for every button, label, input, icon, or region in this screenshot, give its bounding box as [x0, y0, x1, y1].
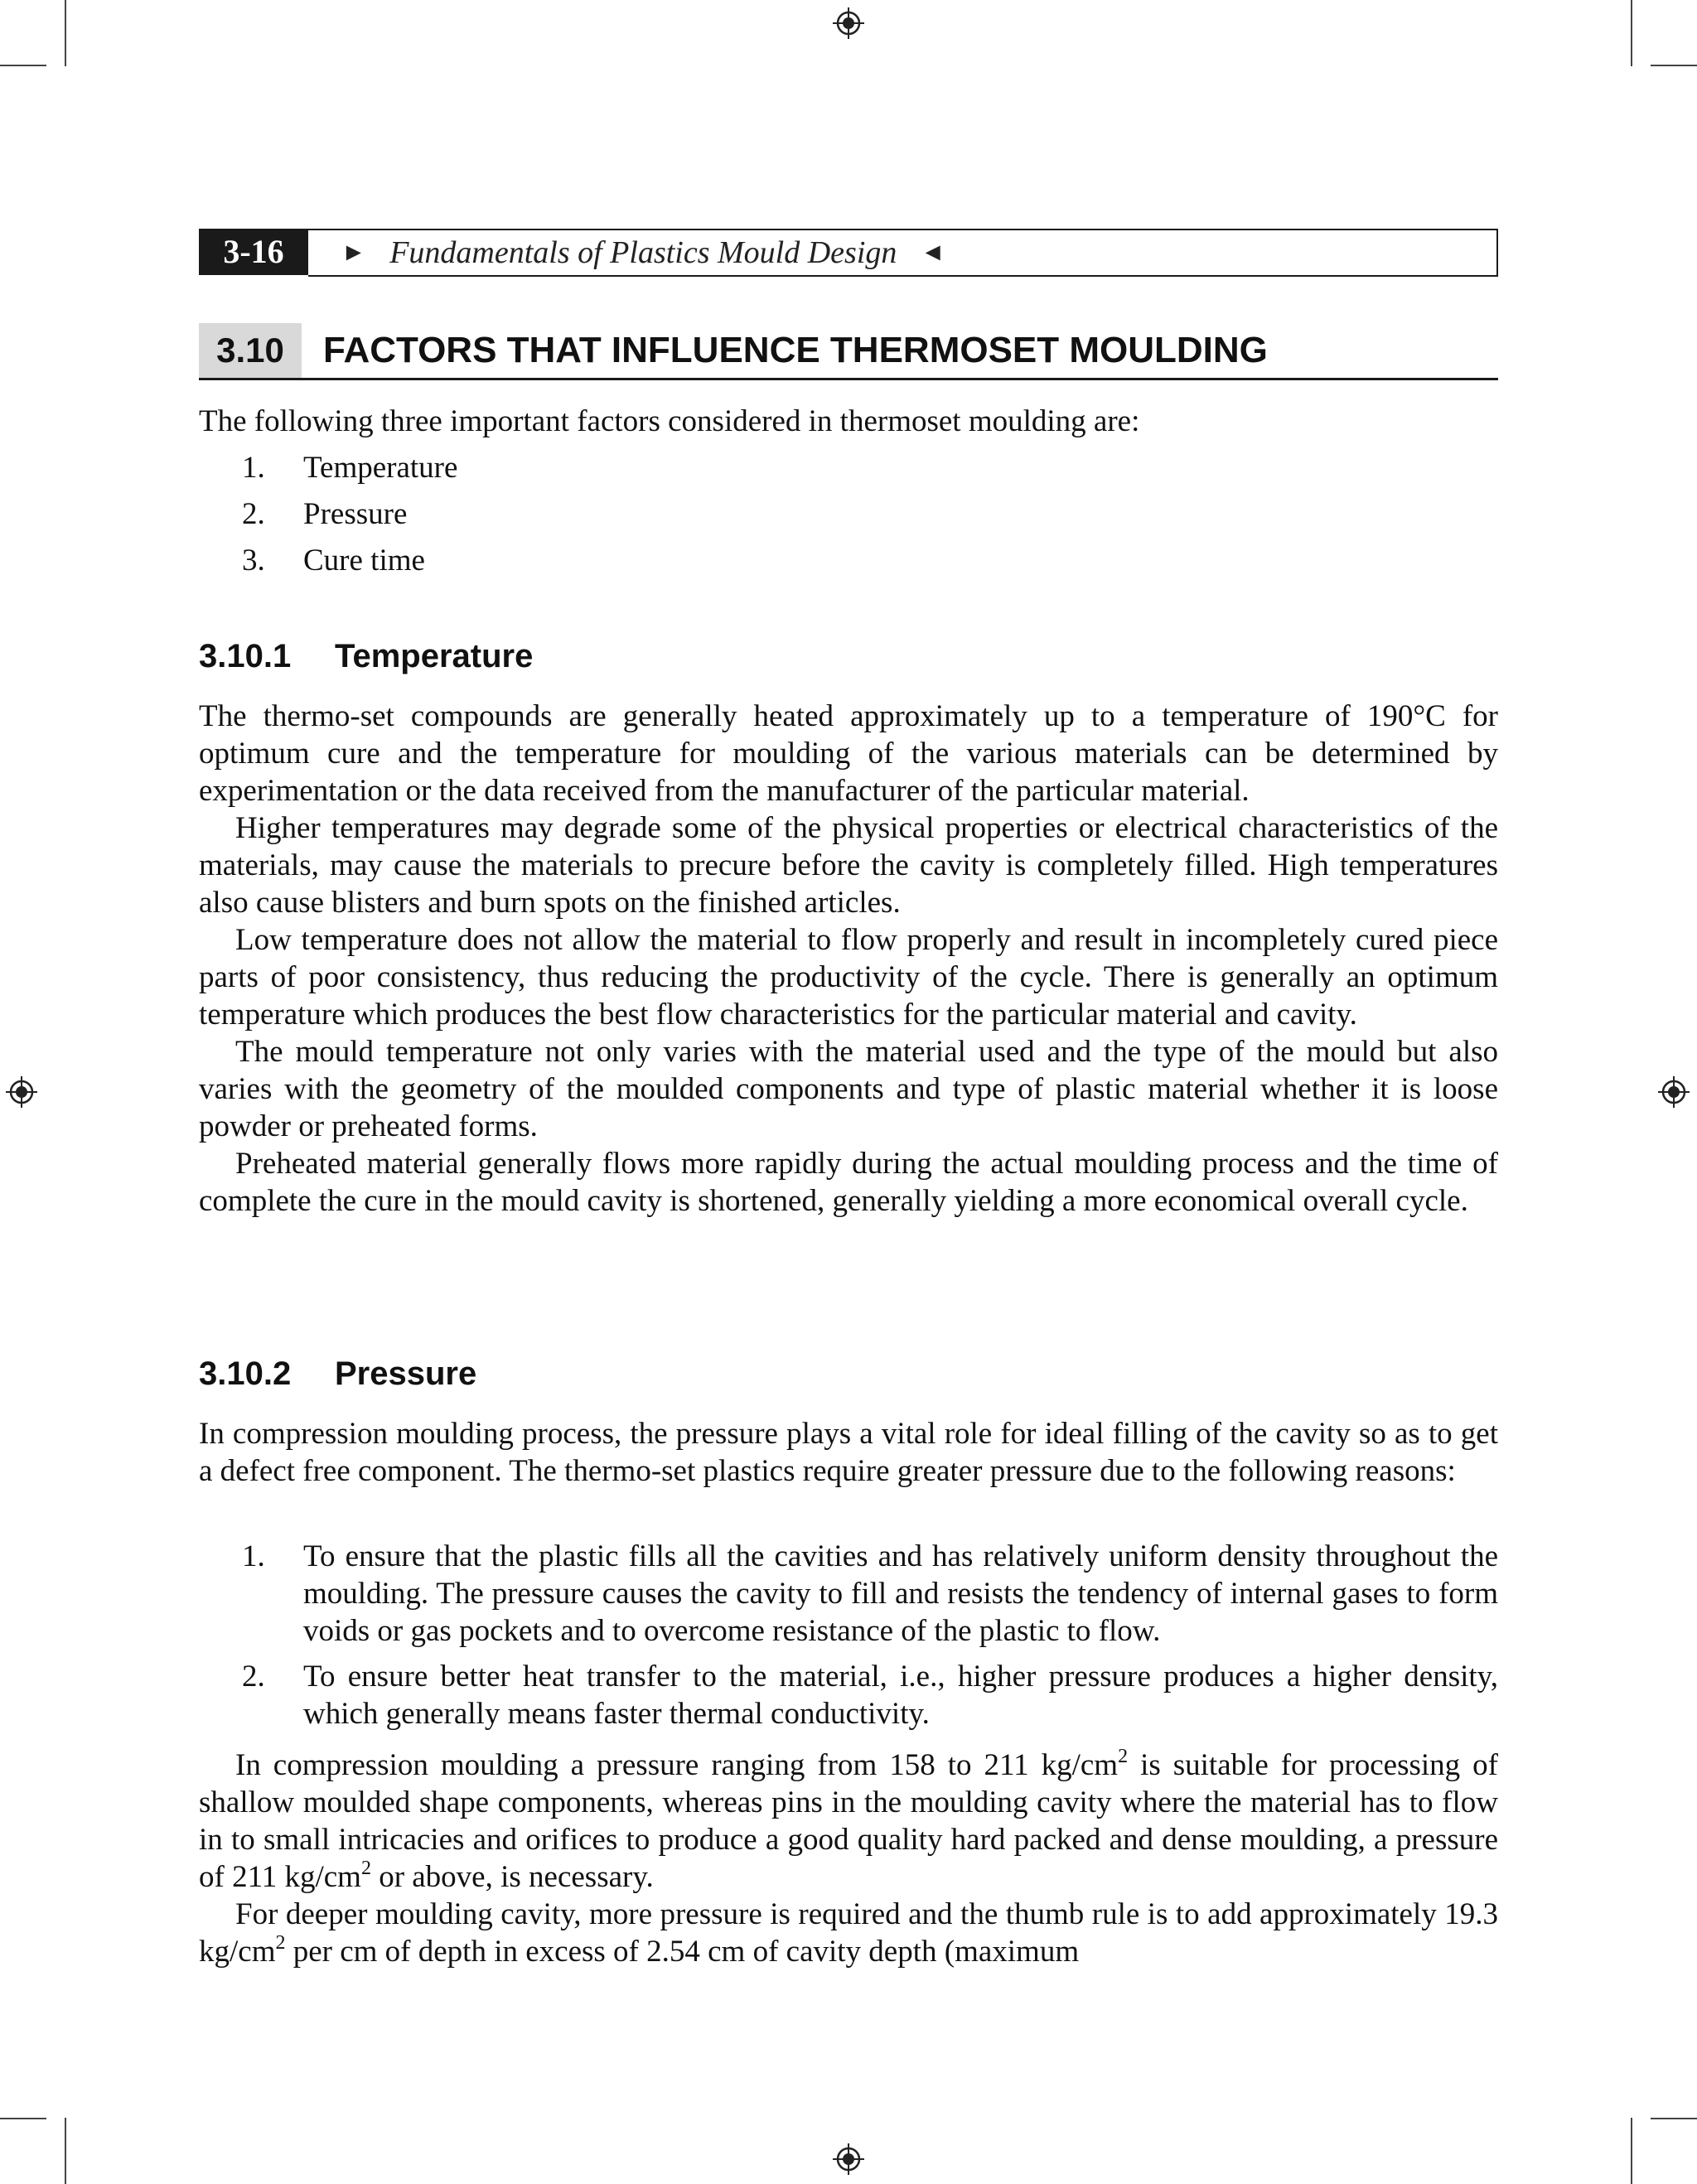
paragraph: Preheated material generally flows more rapidly during the actual moulding process and the time of complete the cure in the mould cavity is shortened, generally yielding a more economical overall cycle.	[199, 1147, 1498, 1218]
section-title: FACTORS THAT INFLUENCE THERMOSET MOULDING	[323, 330, 1268, 370]
crop-mark-top-right-h	[1651, 65, 1697, 66]
crop-mark-bottom-right-h	[1651, 2118, 1697, 2119]
list-item: 2. Pressure	[242, 497, 408, 531]
crop-mark-bottom-left-h	[0, 2118, 46, 2119]
paragraph: For deeper moulding cavity, more pressure is required and the thumb rule is to add approximately 19.3 $kg/cm^2$ per cm of depth in excess of 2.54 cm of cavity depth (maximum	[199, 1897, 1498, 1969]
crop-mark-top-left-h	[0, 65, 46, 66]
crop-mark-top-left-v	[65, 0, 66, 66]
paragraph: The thermo-set compounds are generally heated approximately up to a temperature of 190°C for optimum cure and the temperature for moulding of the various materials can be determined by experimentation or the data received from the manufacturer of the particular material.	[199, 699, 1498, 808]
subsection-heading-temperature	[199, 638, 533, 675]
temperature-body	[199, 698, 1498, 1220]
subsection-number: 3.10.2	[199, 1355, 292, 1392]
list-item: 1. To ensure that the plastic fills all the cavities and has relatively uniform density throughout the moulding. The pressure causes the cavity to fill and resists the tendency of internal gases to form voids or gas pockets and to overcome resistance of the plastic to flow.	[242, 1539, 1498, 1648]
paragraph: The mould temperature not only varies with the material used and the type of the mould but also varies with the geometry of the moulded components and type of plastic material whether it is loose powder or preheated forms.	[199, 1035, 1498, 1143]
section-number: 3.10	[199, 323, 302, 378]
intro-paragraph: The following three important factors considered in thermoset moulding are:	[199, 404, 1140, 438]
reasons-list	[199, 1538, 1498, 1732]
paragraph: Higher temperatures may degrade some of the physical properties or electrical characteristics of the materials, may cause the materials to precure before the cavity is completely filled. High temperatures also cause blisters and burn spots on the finished articles.	[199, 811, 1498, 920]
registration-mark-icon	[5, 1075, 38, 1109]
pressure-intro	[199, 1415, 1498, 1490]
factors-list	[199, 449, 1498, 588]
paragraph: Low temperature does not allow the material to flow properly and result in incompletely cured piece parts of poor consistency, thus reducing the productivity of the cycle. There is generally an optimum temperature which produces the best flow characteristics for the particular material and cavity.	[199, 923, 1498, 1032]
book-title	[341, 230, 945, 275]
subsection-heading-pressure	[199, 1355, 476, 1393]
list-item: 1. Temperature	[242, 451, 458, 485]
paragraph: In compression moulding process, the pressure plays a vital role for ideal filling of the cavity so as to get a defect free component. The thermo-set plastics require greater pressure due to the following reasons:	[199, 1417, 1498, 1488]
list-item: 2. To ensure better heat transfer to the material, i.e., higher pressure produces a higher density, which generally means faster thermal conductivity.	[242, 1660, 1498, 1731]
book-title-text: Fundamentals of Plastics Mould Design	[389, 235, 897, 270]
registration-mark-icon	[832, 2143, 865, 2176]
crop-mark-top-right-v	[1631, 0, 1632, 66]
paragraph: In compression moulding a pressure ranging from 158 to 211 $kg/cm^2$ is suitable for processing of shallow moulded shape components, whereas pins in the moulding cavity where the material has to flow in to small intricacies and orifices to produce a good quality hard packed and dense moulding, a pressure of 211 $kg/cm^2$ or above, is necessary.	[199, 1745, 1498, 1894]
left-arrow-icon: ◄	[920, 239, 945, 266]
subsection-title: Pressure	[335, 1355, 477, 1392]
running-header	[199, 229, 1498, 275]
subsection-title: Temperature	[335, 638, 534, 674]
list-item: 3. Cure time	[242, 544, 425, 577]
registration-mark-icon	[832, 7, 865, 40]
right-arrow-icon: ►	[341, 239, 366, 266]
page-number: 3-16	[199, 229, 308, 275]
registration-mark-icon	[1657, 1075, 1690, 1109]
crop-mark-bottom-left-v	[65, 2118, 66, 2184]
subsection-number: 3.10.1	[199, 638, 292, 674]
section-heading	[199, 323, 1498, 380]
pressure-body	[199, 1747, 1498, 1970]
section-intro	[199, 403, 1498, 440]
crop-mark-bottom-right-v	[1631, 2118, 1632, 2184]
header-title-box	[308, 229, 1498, 277]
